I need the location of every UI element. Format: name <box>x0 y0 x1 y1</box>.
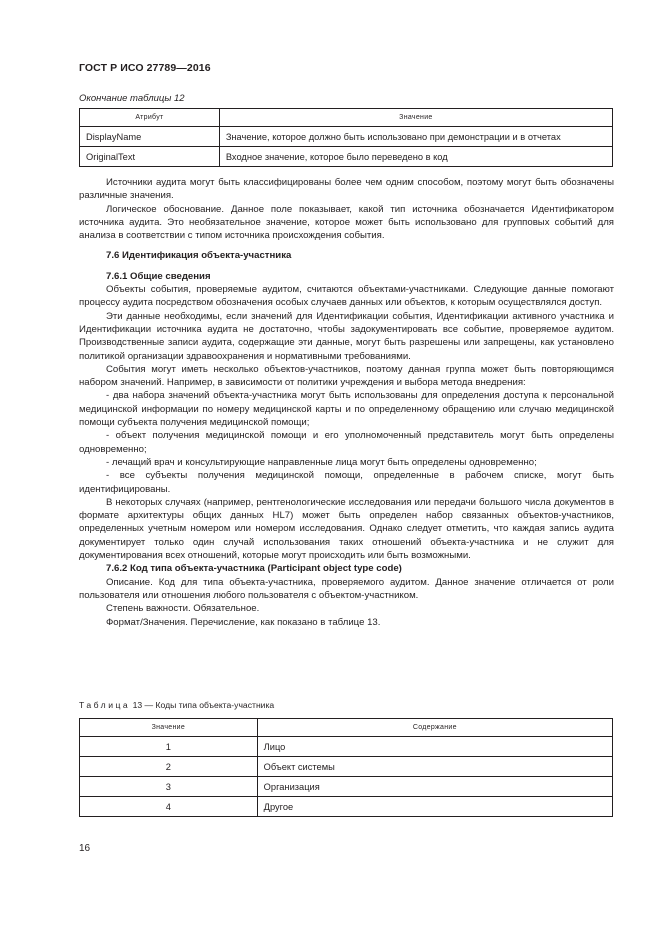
column-header-value: Значение <box>219 109 612 127</box>
table-cell: OriginalText <box>80 147 220 167</box>
paragraph: Объекты события, проверяемые аудитом, считаются объектами-участниками. Следующие данные помогают процессу аудита посредством обозначения особых случаев данных или объектов, к которым осуществлялся доступ. <box>79 284 614 309</box>
table-cell: 1 <box>80 737 258 757</box>
body-text <box>79 176 614 629</box>
paragraph: Логическое обоснование. Данное поле показывает, какой тип источника обозначается Идентификатором источника аудита. Это необязательное значение, которое может быть использовано для групповых событий для анализа в соответствии с типом источника происхождения события. <box>79 203 614 242</box>
table-13 <box>79 718 613 817</box>
paragraph: Источники аудита могут быть классифицированы более чем одним способом, поэтому могут быть обозначены различные значения. <box>79 177 614 202</box>
table-cell: 3 <box>80 777 258 797</box>
paragraph: Формат/Значения. Перечисление, как показано в таблице 13. <box>106 616 381 628</box>
column-header-content: Содержание <box>257 719 612 737</box>
table-row <box>80 777 613 797</box>
document-header: ГОСТ Р ИСО 27789—2016 <box>79 62 211 74</box>
table-header-row <box>80 719 613 737</box>
list-item: - лечащий врач и консультирующие направленные лица могут быть определены одновременно; <box>106 456 537 468</box>
table-cell: Входное значение, которое было переведено в код <box>219 147 612 167</box>
section-heading: 7.6 Идентификация объекта-участника <box>106 250 292 262</box>
table-cell: 2 <box>80 757 258 777</box>
table-cell: Объект системы <box>257 757 612 777</box>
list-item: - объект получения медицинской помощи и его уполномоченный представитель могут быть определены одновременно; <box>79 430 614 455</box>
table-13-caption-title: 13 — Коды типа объекта-участника <box>130 700 275 710</box>
column-header-attribute: Атрибут <box>80 109 220 127</box>
table-12 <box>79 108 613 167</box>
list-item: - все субъекты получения медицинской помощи, определенные в рабочем списке, могут быть идентифицированы. <box>79 470 614 495</box>
column-header-value: Значение <box>80 719 258 737</box>
table-cell: Другое <box>257 797 612 817</box>
table-row <box>80 737 613 757</box>
table-cell: DisplayName <box>80 127 220 147</box>
table-13-caption <box>79 700 274 710</box>
table-13-caption-label: Таблица <box>79 700 131 710</box>
page-number: 16 <box>79 843 91 854</box>
subsection-heading: 7.6.1 Общие сведения <box>106 270 211 282</box>
paragraph: Степень важности. Обязательное. <box>106 603 260 615</box>
table-header-row <box>80 109 613 127</box>
table-row <box>80 147 613 167</box>
subsection-heading: 7.6.2 Код типа объекта-участника (Participant object type code) <box>106 563 402 575</box>
table-12-caption: Окончание таблицы 12 <box>79 93 185 104</box>
table-cell: 4 <box>80 797 258 817</box>
table-cell: Лицо <box>257 737 612 757</box>
table-row <box>80 127 613 147</box>
table-cell: Организация <box>257 777 612 797</box>
table-row <box>80 757 613 777</box>
paragraph: Описание. Код для типа объекта-участника, проверяемого аудитом. Данное значение отличается от роли пользователя или отношения любого пользователя с объектом-участником. <box>79 576 614 601</box>
paragraph: Эти данные необходимы, если значений для Идентификации события, Идентификации активного участника и Идентификации источника аудита не достаточно, чтобы задокументировать все событие, проверяемое аудитом. Производственные записи аудита, содержащие эти данные, могут быть разрешены или запрещены, как установлено политикой организации здравоохранения и нормативными требованиями. <box>79 310 614 362</box>
paragraph: В некоторых случаях (например, рентгенологические исследования или передачи большого числа документов в формате архитектуры общих данных HL7) может быть определен набор связанных объектов-участников, определенных учетным номером или номером исследования. Однако следует отметить, что каждая запись аудита документирует только один случай использования таких отношений объекта-участника и не служит для документирования всех отношений, которые могут происходить или быть возможными. <box>79 496 614 562</box>
paragraph: События могут иметь несколько объектов-участников, поэтому данная группа может быть повторяющимся набором значений. Например, в зависимости от политики учреждения и выбора метода внедрения: <box>79 363 614 389</box>
table-cell: Значение, которое должно быть использовано при демонстрации и в отчетах <box>219 127 612 147</box>
table-row <box>80 797 613 817</box>
list-item: - два набора значений объекта-участника могут быть использованы для определения доступа к персональной медицинской информации по номеру медицинской карты и по определенному обращению или случаю медицинской помощи субъекта получения медицинской помощи; <box>79 390 614 429</box>
